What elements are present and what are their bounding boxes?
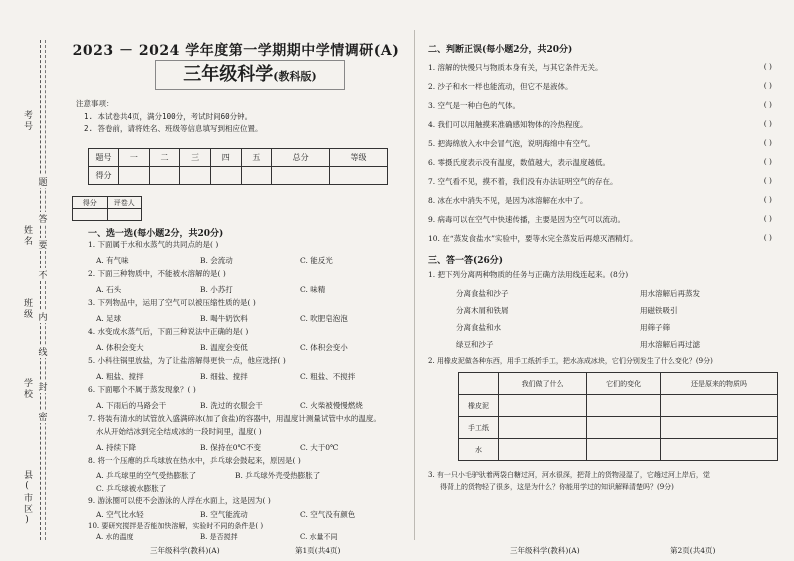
question-text: 2. 下面三种物质中，不能被水溶解的是( ): [88, 269, 226, 278]
answer-blank[interactable]: ( ): [763, 81, 772, 90]
grader-cell[interactable]: [107, 209, 142, 221]
judgment-item: [428, 176, 780, 187]
question-text: 9. 游泳圈可以使不会游泳的人浮在水面上，这是因为( ): [88, 496, 271, 505]
answer-blank[interactable]: ( ): [763, 62, 772, 71]
change-table: [458, 372, 778, 461]
option[interactable]: A. 粗盐、搅拌: [96, 372, 144, 381]
match-left[interactable]: 分离木屑和铁屑: [456, 306, 509, 315]
score-table: [88, 148, 388, 185]
question-text-cont: 得背上的货物轻了很多，这是为什么？你能用学过的知识解释清楚吗？(9分): [440, 483, 674, 491]
judgment-text: 10. 在“蒸发食盐水”实验中，要等水完全蒸发后再熄灭酒精灯。: [428, 234, 638, 243]
option[interactable]: A. 持续下降: [96, 443, 137, 452]
row-label: 水: [459, 439, 499, 461]
answer-blank[interactable]: ( ): [763, 214, 772, 223]
question-text: 1. 下面属于水和水蒸气的共同点的是( ): [88, 240, 219, 249]
seal-line: [40, 40, 41, 540]
row-label: 手工纸: [459, 417, 499, 439]
page-divider: [414, 30, 415, 540]
match-left[interactable]: 分离食盐和沙子: [456, 289, 509, 298]
score-header: 等级: [330, 149, 388, 167]
score-cell[interactable]: [180, 167, 211, 185]
footer-page: 第1页(共4页): [295, 546, 341, 555]
option[interactable]: C. 粗盐、不搅拌: [300, 372, 356, 381]
answer-cell[interactable]: [499, 439, 587, 461]
score-cell[interactable]: [330, 167, 388, 185]
answer-blank[interactable]: ( ): [763, 157, 772, 166]
option[interactable]: C. 大于0℃: [300, 443, 339, 452]
score-header: 二: [149, 149, 180, 167]
exam-title: 2023 － 2024 学年度第一学期期中学情调研(A): [72, 43, 400, 59]
note-item: 1. 本试卷共4页，满分100分，考试时间60分钟。: [84, 112, 253, 121]
question-text: 7. 将装有清水的试管放入盛满碎冰(加了食盐)的容器中，用温度计测量试管中水的温度。: [88, 414, 381, 423]
judgment-text: 7. 空气看不见，摸不着，我们没有办法证明空气的存在。: [428, 177, 618, 186]
option[interactable]: C. 火柴被慢慢燃烧: [300, 401, 363, 410]
seal-char: 线: [37, 345, 49, 358]
option[interactable]: C. 乒乓球被水膨胀了: [96, 484, 167, 493]
notes-title: 注意事项：: [76, 99, 114, 108]
option[interactable]: B. 会流动: [200, 256, 233, 265]
option[interactable]: B. 空气能流动: [200, 510, 248, 519]
grader-label: 评卷人: [107, 197, 142, 209]
answer-cell[interactable]: [499, 395, 587, 417]
answer-cell[interactable]: [661, 395, 778, 417]
section-2-heading: 二、判断正误(每小题2分，共20分): [428, 45, 573, 55]
score-header: 题号: [89, 149, 119, 167]
score-header: 五: [241, 149, 272, 167]
section-3-heading: 三、答一答(26分): [428, 256, 504, 266]
answer-blank[interactable]: ( ): [763, 195, 772, 204]
score-header: 总分: [272, 149, 330, 167]
table-row: [459, 417, 778, 439]
judgment-item: [428, 157, 780, 168]
option[interactable]: A. 空气比水轻: [96, 510, 144, 519]
option[interactable]: C. 味精: [300, 285, 326, 294]
judgment-item: [428, 100, 780, 111]
score-header: 一: [119, 149, 150, 167]
option[interactable]: A. 乒乓球里的空气受热膨胀了: [96, 471, 197, 480]
answer-cell[interactable]: [587, 417, 661, 439]
page-2: [420, 0, 788, 561]
option[interactable]: B. 温度会变低: [200, 343, 248, 352]
score-cell[interactable]: [149, 167, 180, 185]
score-cell[interactable]: [119, 167, 150, 185]
notes: [76, 98, 406, 135]
option[interactable]: C. 水量不同: [300, 533, 338, 541]
binding-margin: [0, 0, 52, 561]
footer-name: 三年级科学(教科)(A): [150, 546, 220, 555]
option[interactable]: C. 空气没有颜色: [300, 510, 356, 519]
page-1: [60, 0, 412, 561]
match-right[interactable]: 用水溶解后再过滤: [640, 340, 700, 349]
grader-cell[interactable]: [73, 209, 108, 221]
question-text: 3. 有一只小毛驴驮着两袋白糖过河，河水很深，把背上的货物浸湿了，它趟过河上岸后，觉: [428, 471, 710, 479]
score-header: 三: [180, 149, 211, 167]
option[interactable]: B. 是否搅拌: [200, 533, 238, 541]
score-row-label: 得分: [89, 167, 119, 185]
answer-blank[interactable]: ( ): [763, 119, 772, 128]
field-xianqu: 县(市区): [22, 470, 32, 527]
answer-cell[interactable]: [587, 395, 661, 417]
judgment-text: 1. 溶解的快慢只与物质本身有关，与其它条件无关。: [428, 63, 603, 72]
table-header: 我们做了什么: [499, 373, 587, 395]
option[interactable]: B. 细盐、搅拌: [200, 372, 248, 381]
question-text: 4. 水变成水蒸气后，下面三种说法中正确的是( ): [88, 327, 249, 336]
judgment-item: [428, 214, 780, 225]
judgment-text: 4. 我们可以用触摸来准确感知物体的冷热程度。: [428, 120, 588, 129]
option[interactable]: C. 体积会变小: [300, 343, 348, 352]
question-text-cont: 水从开始结冰到完全结成冰的一段时间里，温度( ): [96, 427, 262, 436]
answer-blank[interactable]: ( ): [763, 100, 772, 109]
judgment-item: [428, 233, 780, 244]
section-1-heading: 一、选一选(每小题2分，共20分): [88, 229, 224, 239]
answer-cell[interactable]: [499, 417, 587, 439]
question-text: 6. 下面哪个不属于蒸发现象？( ): [88, 385, 196, 394]
judgment-text: 3. 空气是一种白色的气体。: [428, 101, 521, 110]
option[interactable]: A. 体积会变大: [96, 343, 144, 352]
grader-box: [72, 196, 142, 221]
answer-cell[interactable]: [661, 439, 778, 461]
judgment-text: 5. 把海绵放入水中会冒气泡，说明海绵中有空气。: [428, 139, 596, 148]
field-xingming: 姓名: [22, 225, 32, 247]
option[interactable]: B. 乒乓球外壳受热膨胀了: [235, 471, 321, 480]
judgment-text: 9. 病毒可以在空气中快速传播，主要是因为空气可以流动。: [428, 215, 626, 224]
option[interactable]: A. 下雨后的马路会干: [96, 401, 167, 410]
question-text: 5. 小科往锅里放盐，为了让盐溶解得更快一点，他应选择( ): [88, 356, 286, 365]
seal-char: 内: [37, 310, 49, 323]
score-header: 四: [210, 149, 241, 167]
option[interactable]: A. 石头: [96, 285, 122, 294]
answer-cell[interactable]: [661, 417, 778, 439]
match-left[interactable]: 分离食盐和水: [456, 323, 501, 332]
judgment-item: [428, 81, 780, 92]
note-item: 2. 答卷前，请将姓名、班级等信息填写到相应位置。: [84, 124, 263, 133]
seal-char: 密: [37, 410, 49, 423]
option[interactable]: B. 保持在0℃不变: [200, 443, 261, 452]
score-cell[interactable]: [210, 167, 241, 185]
judgment-item: [428, 119, 780, 130]
subject-box: [155, 60, 345, 90]
question-text: 8. 将一个压瘪的乒乓球放在热水中，乒乓球会鼓起来，原因是( ): [88, 456, 301, 465]
seal-char: 不: [37, 268, 49, 281]
seal-line-inner: [45, 40, 46, 540]
match-left[interactable]: 绿豆和沙子: [456, 340, 494, 349]
subject-edition: (教科版): [273, 70, 317, 83]
match-right[interactable]: 用磁铁吸引: [640, 306, 678, 315]
match-right[interactable]: 用筛子筛: [640, 323, 670, 332]
option[interactable]: C. 能反光: [300, 256, 333, 265]
table-row: [459, 439, 778, 461]
judgment-item: [428, 195, 780, 206]
answer-blank[interactable]: ( ): [763, 233, 772, 242]
seal-char: 封: [37, 380, 49, 393]
option[interactable]: A. 水的温度: [96, 533, 134, 541]
grader-label: 得分: [73, 197, 108, 209]
option[interactable]: A. 有气味: [96, 256, 129, 265]
question-text: 3. 下列物品中，运用了空气可以被压缩性质的是( ): [88, 298, 256, 307]
row-label: 橡皮泥: [459, 395, 499, 417]
judgment-text: 8. 冰在水中消失不见，是因为冰溶解在水中了。: [428, 196, 588, 205]
footer-page: 第2页(共4页): [670, 546, 716, 555]
subject-name: 三年级科学: [183, 64, 274, 85]
seal-char: 题: [37, 175, 49, 188]
table-row: [459, 395, 778, 417]
judgment-item: [428, 62, 780, 73]
field-xuexiao: 学校: [22, 378, 32, 400]
score-cell[interactable]: [241, 167, 272, 185]
seal-char: 要: [37, 238, 49, 251]
judgment-item: [428, 138, 780, 149]
option[interactable]: A. 足球: [96, 314, 122, 323]
option[interactable]: B. 洗过的衣服会干: [200, 401, 263, 410]
answer-blank[interactable]: ( ): [763, 176, 772, 185]
table-header: [459, 373, 499, 395]
option[interactable]: B. 喝牛奶饮料: [200, 314, 248, 323]
match-right[interactable]: 用水溶解后再蒸发: [640, 289, 700, 298]
option[interactable]: B. 小苏打: [200, 285, 233, 294]
answer-cell[interactable]: [587, 439, 661, 461]
field-banji: 班级: [22, 298, 32, 320]
judgment-text: 2. 沙子和水一样也能流动，但它不是液体。: [428, 82, 573, 91]
field-kaohao: 考号: [22, 110, 32, 132]
question-text: 1. 把下列分离两种物质的任务与正确方法用线连起来。(8分): [428, 270, 629, 279]
judgment-text: 6. 零摄氏度表示没有温度，数值越大，表示温度越低。: [428, 158, 611, 167]
table-header: 还是原来的物质吗: [661, 373, 778, 395]
question-text: 10. 要研究搅拌是否能加快溶解，实验时不同的条件是( ): [88, 522, 264, 530]
question-text: 2. 用橡皮泥做各种东西，用手工纸折手工，把水冻成冰块，它们分别发生了什么变化？(9分): [428, 357, 713, 365]
table-header: 它们的变化: [587, 373, 661, 395]
score-cell[interactable]: [272, 167, 330, 185]
seal-char: 答: [37, 212, 49, 225]
answer-blank[interactable]: ( ): [763, 138, 772, 147]
footer-name: 三年级科学(教科)(A): [510, 546, 580, 555]
option[interactable]: C. 吹肥皂泡泡: [300, 314, 348, 323]
